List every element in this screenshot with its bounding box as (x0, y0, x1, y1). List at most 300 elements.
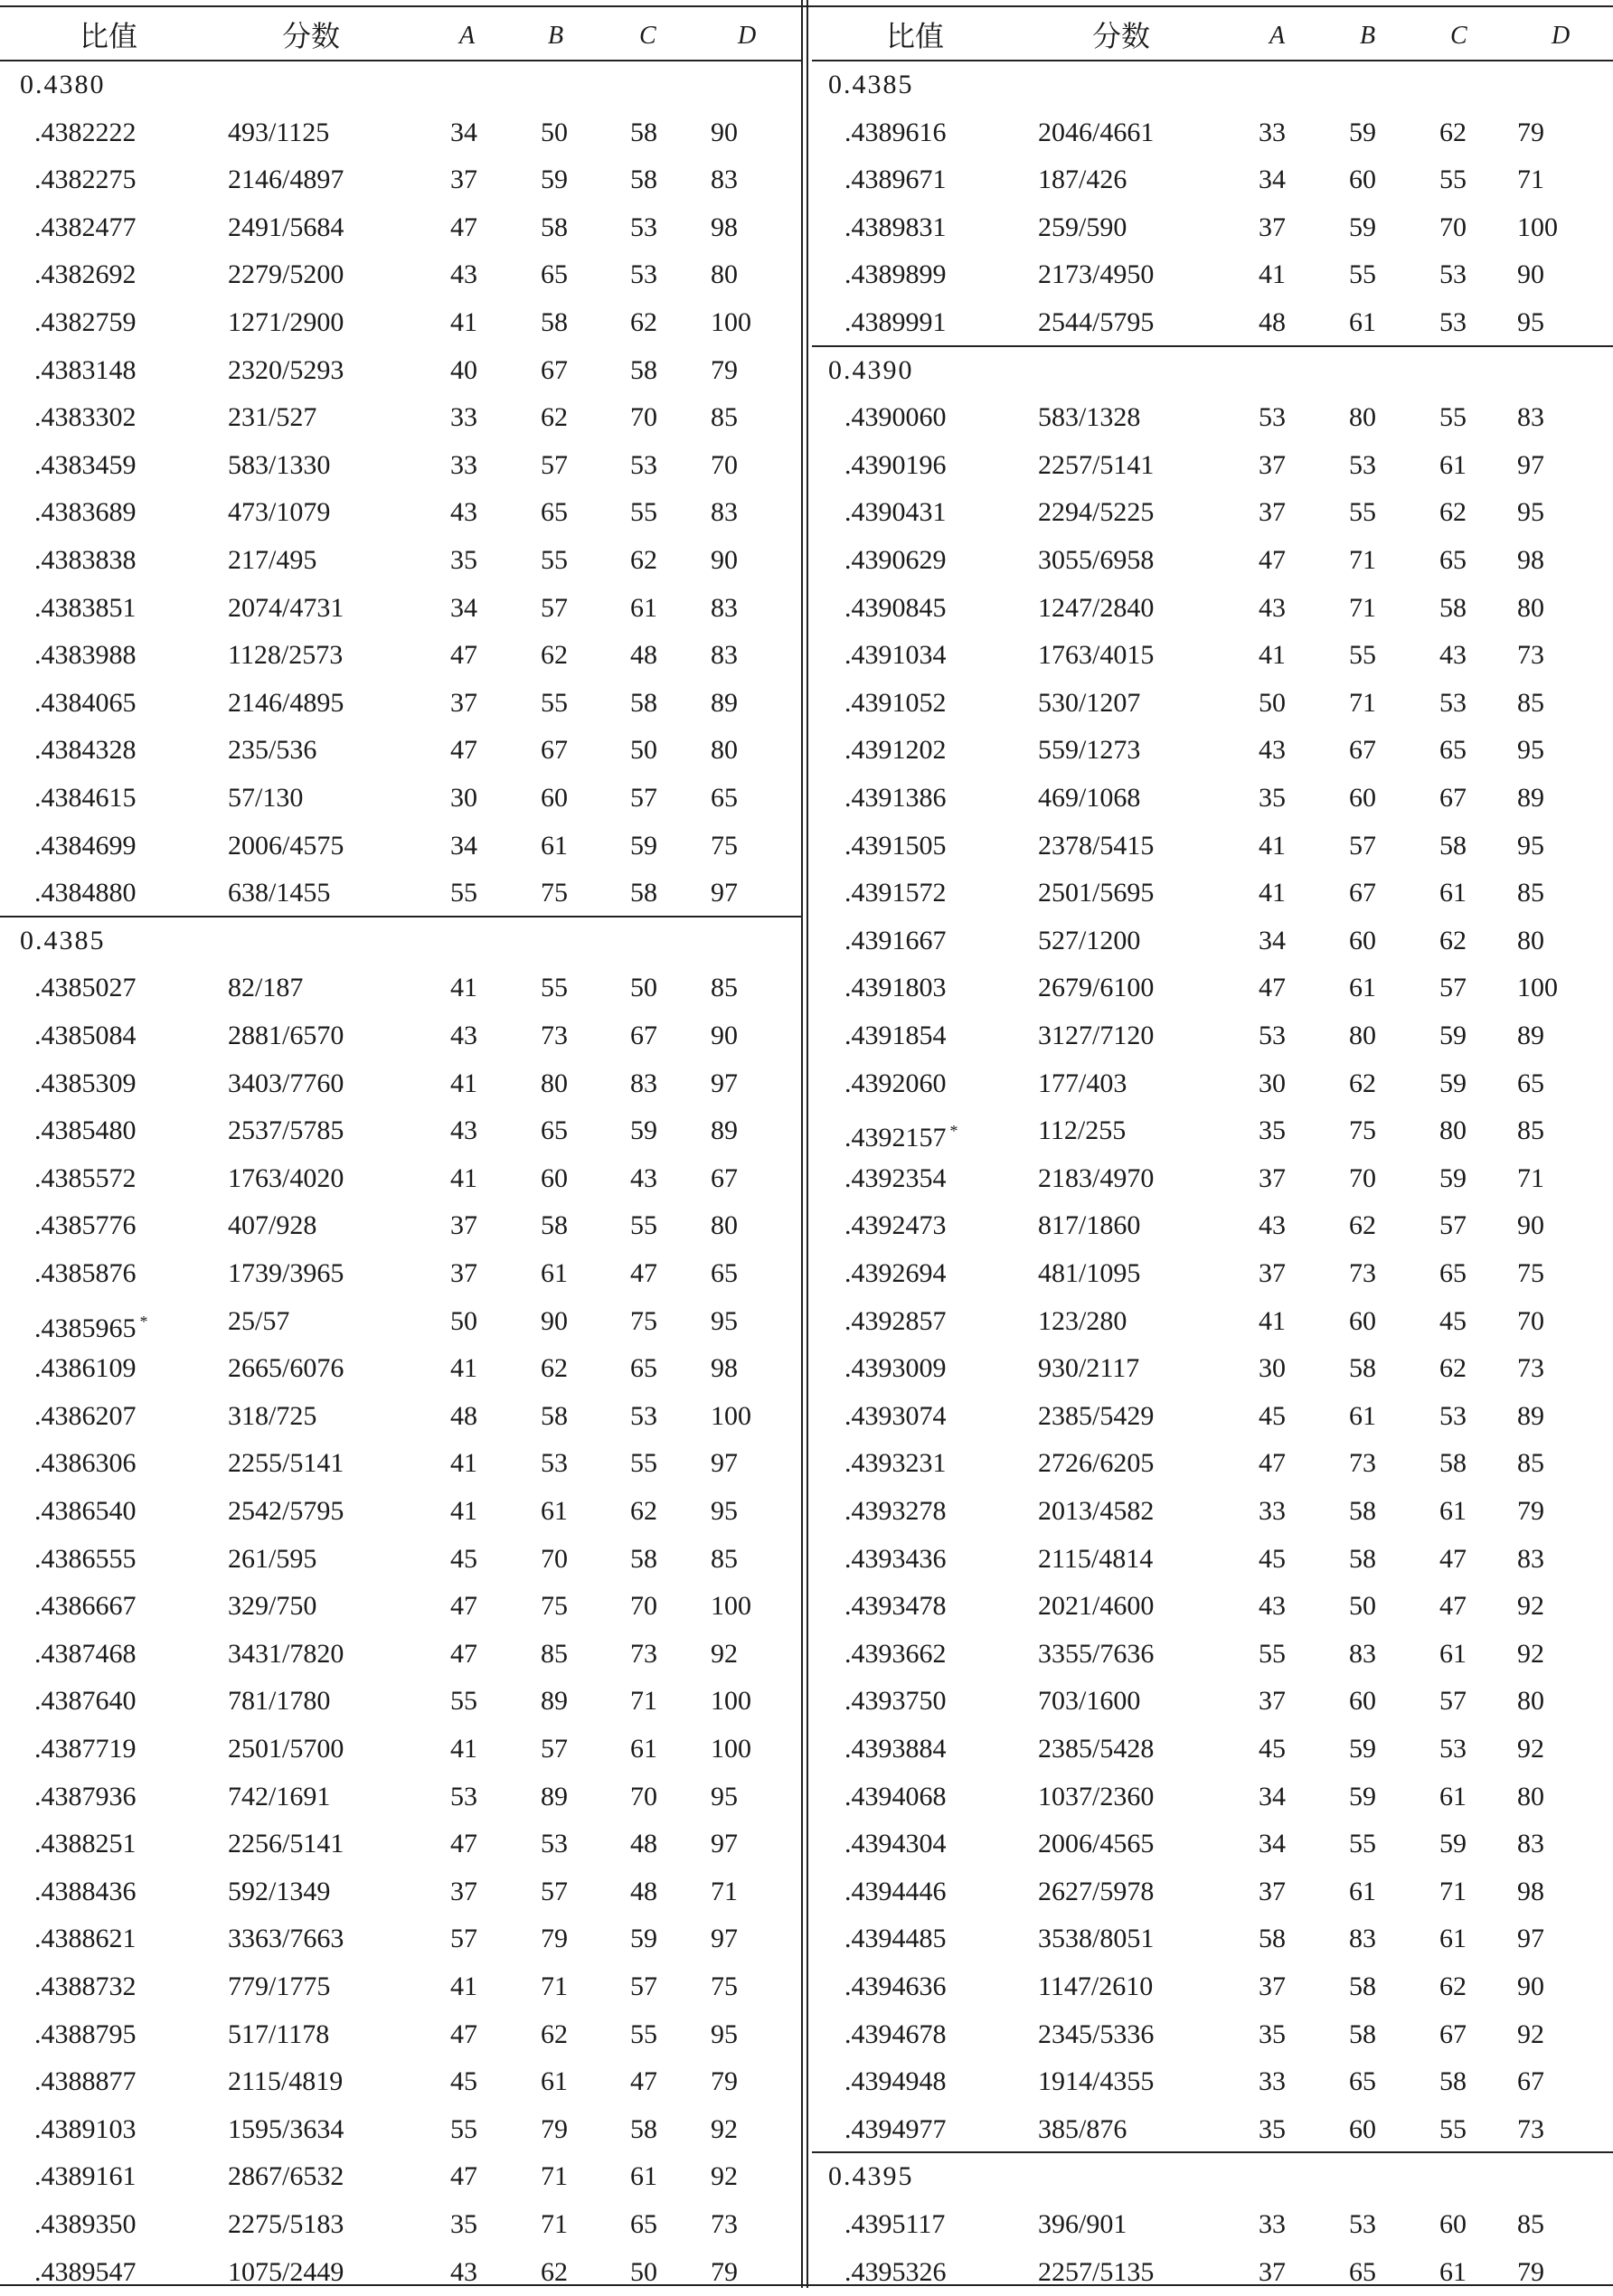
table-row (812, 775, 1613, 822)
ratio-cell (34, 1202, 137, 1249)
ratio-cell (34, 2011, 137, 2058)
d-cell (711, 109, 738, 156)
b-cell (541, 347, 568, 394)
ratio-cell-text: .4393478 (844, 1591, 947, 1622)
d-cell (711, 1915, 738, 1962)
fraction-cell (1038, 585, 1154, 632)
fraction-cell (1038, 1250, 1140, 1297)
ratio-cell (34, 1678, 137, 1725)
ratio-cell-text: .4389350 (34, 2209, 137, 2239)
ratio-cell-text: .4391052 (844, 687, 947, 718)
c-cell-text: 67 (630, 1021, 657, 1050)
c-cell-text: 58 (630, 165, 657, 195)
a-cell (1259, 1915, 1286, 1962)
c-cell-text: 45 (1439, 1305, 1467, 1336)
ratio-cell-text: .4392694 (844, 1258, 947, 1288)
b-cell-text: 61 (541, 1496, 568, 1526)
fraction-cell (228, 1868, 330, 1915)
a-cell-text: 41 (450, 1971, 477, 2001)
b-cell-text: 65 (541, 259, 568, 290)
c-cell-text: 67 (1439, 783, 1467, 813)
b-cell (541, 109, 568, 156)
b-cell (541, 1774, 568, 1821)
b-cell (541, 1107, 568, 1154)
a-cell-text: 41 (450, 1448, 477, 1479)
fraction-cell (228, 1393, 316, 1440)
a-cell-text: 37 (1259, 2256, 1286, 2287)
ratio-cell (844, 632, 947, 679)
ratio-cell-text: .4394977 (844, 2113, 947, 2144)
ratio-cell-text: .4386306 (34, 1448, 137, 1479)
b-cell (1349, 1821, 1376, 1868)
a-cell (1259, 1821, 1286, 1868)
c-cell (1439, 1345, 1467, 1392)
b-cell (541, 489, 568, 536)
ratio-cell (844, 1107, 958, 1154)
table-row (0, 1298, 801, 1345)
table-row (0, 1583, 801, 1630)
a-cell (1259, 1774, 1286, 1821)
b-cell (541, 1155, 568, 1202)
c-cell-text: 61 (1439, 1924, 1467, 1954)
c-cell-text: 50 (630, 973, 657, 1003)
table-row (812, 1202, 1613, 1249)
fraction-cell (1038, 1012, 1154, 1059)
b-cell (541, 823, 568, 870)
a-cell-text: 45 (450, 2066, 477, 2097)
fraction-cell (1038, 1202, 1140, 1249)
table-row (812, 1298, 1613, 1345)
c-cell-text: 61 (630, 1734, 657, 1764)
fraction-cell (228, 775, 303, 822)
table-row (0, 1536, 801, 1583)
a-cell-text: 53 (1259, 1021, 1286, 1050)
c-cell (1439, 1583, 1467, 1630)
a-cell (1259, 2201, 1286, 2248)
table-row (0, 632, 801, 679)
ratio-cell-text: .4390060 (844, 402, 947, 433)
b-cell (541, 1250, 568, 1297)
d-cell-text: 95 (711, 1496, 738, 1526)
d-cell-text: 83 (711, 165, 738, 195)
ratio-cell-text: .4393278 (844, 1496, 947, 1526)
ratio-cell-text: .4392473 (844, 1210, 947, 1241)
c-cell (630, 299, 657, 346)
table-row (0, 775, 801, 822)
fraction-cell-text: 123/280 (1038, 1305, 1127, 1336)
b-cell-text: 57 (541, 1734, 568, 1764)
d-cell-text: 90 (711, 1021, 738, 1050)
fraction-cell-text: 2021/4600 (1038, 1591, 1155, 1622)
b-cell (541, 1631, 568, 1678)
c-cell (1439, 1536, 1467, 1583)
d-cell (1517, 1726, 1544, 1773)
b-cell-text: 59 (1349, 1734, 1376, 1764)
a-cell (450, 204, 477, 251)
fraction-cell-text: 82/187 (228, 973, 304, 1003)
d-cell-text: 65 (1517, 1068, 1544, 1098)
a-cell (1259, 1250, 1286, 1297)
a-cell (450, 2058, 477, 2105)
d-cell-text: 85 (1517, 687, 1544, 718)
d-cell (1517, 1060, 1544, 1107)
a-cell (1259, 1868, 1286, 1915)
a-cell-text: 43 (1259, 1210, 1286, 1241)
header-d: D (1552, 22, 1571, 50)
table-row (812, 1536, 1613, 1583)
table-row (0, 299, 801, 346)
a-cell-text: 47 (1259, 1448, 1286, 1479)
fraction-cell-text: 2146/4897 (228, 165, 344, 195)
ratio-cell-text: .4386667 (34, 1591, 137, 1622)
c-cell (630, 1298, 657, 1345)
ratio-cell (844, 1250, 947, 1297)
table-row (0, 965, 801, 1012)
table-row (0, 1868, 801, 1915)
ratio-cell (844, 1868, 947, 1915)
b-cell (541, 1963, 568, 2010)
b-cell-text: 89 (541, 1686, 568, 1717)
d-cell-text: 89 (1517, 783, 1544, 813)
table-row (0, 1345, 801, 1392)
a-cell-text: 43 (450, 497, 477, 528)
ratio-cell-text: .4395117 (844, 2209, 946, 2239)
d-cell (711, 2058, 738, 2105)
fraction-cell-text: 1037/2360 (1038, 1781, 1155, 1811)
b-cell-text: 60 (1349, 2113, 1376, 2144)
b-cell (1349, 2201, 1376, 2248)
c-cell-text: 47 (1439, 1591, 1467, 1622)
table-row (812, 965, 1613, 1012)
c-cell (630, 2153, 657, 2200)
ratio-cell-text: .4382692 (34, 259, 137, 290)
a-cell (450, 347, 477, 394)
a-cell-text: 34 (1259, 925, 1286, 955)
ratio-cell-text: .4389616 (844, 117, 947, 147)
c-cell (630, 394, 657, 441)
c-cell (630, 1821, 657, 1868)
c-cell-text: 58 (630, 687, 657, 718)
fraction-cell (1038, 1440, 1154, 1487)
table-row (0, 1631, 801, 1678)
d-cell (1517, 1202, 1544, 1249)
a-cell-text: 48 (450, 1400, 477, 1431)
ratio-cell-text: .4393436 (844, 1543, 947, 1574)
c-cell-text: 59 (1439, 1162, 1467, 1193)
a-cell-text: 37 (1259, 212, 1286, 242)
b-cell (1349, 1060, 1376, 1107)
table-row (812, 823, 1613, 870)
a-cell-text: 30 (1259, 1353, 1286, 1384)
a-cell (1259, 1393, 1286, 1440)
ratio-cell (844, 299, 947, 346)
table-row (812, 1345, 1613, 1392)
a-cell-text: 35 (1259, 783, 1286, 813)
d-cell (711, 1631, 738, 1678)
a-cell-text: 47 (1259, 973, 1286, 1003)
fraction-cell-text: 2257/5135 (1038, 2256, 1155, 2287)
c-cell (1439, 1250, 1467, 1297)
a-cell-text: 47 (450, 1638, 477, 1669)
c-cell-text: 58 (1439, 830, 1467, 861)
ratio-cell-text: .4383851 (34, 592, 137, 623)
ratio-cell-text: .4383302 (34, 402, 137, 433)
ratio-cell-text: .4385965 (34, 1313, 137, 1343)
fraction-cell (1038, 299, 1154, 346)
c-cell-text: 55 (1439, 2113, 1467, 2144)
ratio-cell-text: .4388877 (34, 2066, 137, 2097)
a-cell-text: 37 (1259, 497, 1286, 528)
c-cell (630, 204, 657, 251)
a-cell-text: 33 (1259, 1496, 1286, 1526)
c-cell (630, 1202, 657, 1249)
a-cell-text: 34 (450, 592, 477, 623)
b-cell (1349, 870, 1376, 917)
ratio-cell (844, 2058, 947, 2105)
d-cell (711, 965, 738, 1012)
ratio-cell-text: .4384328 (34, 735, 137, 766)
a-cell-text: 35 (1259, 2018, 1286, 2049)
a-cell-text: 55 (450, 878, 477, 908)
c-cell (630, 156, 657, 203)
d-cell (1517, 489, 1544, 536)
table-row (812, 2011, 1613, 2058)
a-cell-text: 55 (1259, 1638, 1286, 1669)
c-cell-text: 70 (1439, 212, 1467, 242)
c-cell-text: 53 (630, 212, 657, 242)
fraction-cell (1038, 2201, 1127, 2248)
ratio-cell-text: .4387468 (34, 1638, 137, 1669)
a-cell (450, 1202, 477, 1249)
fraction-cell (228, 2011, 329, 2058)
ratio-cell (34, 1345, 137, 1392)
fraction-cell (228, 2106, 344, 2153)
c-cell (630, 680, 657, 727)
table-row (0, 1060, 801, 1107)
c-cell (1439, 299, 1467, 346)
table-row (0, 251, 801, 298)
d-cell-text: 75 (711, 1971, 738, 2001)
ratio-cell (844, 1393, 947, 1440)
ratio-cell (34, 1774, 137, 1821)
d-cell-text: 85 (1517, 1115, 1544, 1146)
ratio-cell (844, 585, 947, 632)
table-row (812, 1393, 1613, 1440)
b-cell (541, 1583, 568, 1630)
d-cell (711, 2011, 738, 2058)
ratio-cell (844, 965, 947, 1012)
ratio-cell-text: .4382275 (34, 165, 137, 195)
b-cell-text: 58 (541, 1400, 568, 1431)
b-cell (1349, 1868, 1376, 1915)
b-cell-text: 71 (1349, 687, 1376, 718)
c-cell (630, 1250, 657, 1297)
d-cell-text: 80 (1517, 592, 1544, 623)
ratio-cell (34, 1631, 137, 1678)
a-cell (450, 537, 477, 584)
d-cell (711, 1298, 738, 1345)
a-cell-text: 41 (1259, 640, 1286, 671)
c-cell (1439, 1155, 1467, 1202)
a-cell (450, 2011, 477, 2058)
a-cell-text: 47 (1259, 545, 1286, 575)
b-cell-text: 58 (541, 307, 568, 337)
center-divider-left (801, 0, 803, 2288)
c-cell-text: 57 (1439, 973, 1467, 1003)
table-row (0, 2106, 801, 2153)
a-cell (1259, 1107, 1286, 1154)
fraction-cell (228, 585, 344, 632)
a-cell-text: 35 (450, 2209, 477, 2239)
c-cell (630, 1774, 657, 1821)
d-cell (711, 1963, 738, 2010)
ratio-cell (34, 2153, 137, 2200)
fraction-cell (1038, 2011, 1154, 2058)
ratio-cell-text: .4382222 (34, 117, 137, 147)
a-cell (450, 727, 477, 774)
ratio-cell (844, 1631, 947, 1678)
a-cell-text: 34 (450, 830, 477, 861)
b-cell-text: 67 (1349, 735, 1376, 766)
fraction-cell-text: 3538/8051 (1038, 1924, 1155, 1954)
d-cell-text: 79 (1517, 2256, 1544, 2287)
ratio-cell-text: .4384065 (34, 687, 137, 718)
b-cell-text: 61 (1349, 1876, 1376, 1906)
a-cell (1259, 2249, 1286, 2296)
b-cell-text: 53 (1349, 2209, 1376, 2239)
c-cell (630, 727, 657, 774)
c-cell-text: 43 (1439, 640, 1467, 671)
a-cell (1259, 965, 1286, 1012)
d-cell-text: 97 (1517, 449, 1544, 480)
fraction-cell-text: 2385/5428 (1038, 1734, 1155, 1764)
ratio-cell (34, 299, 137, 346)
b-cell (1349, 680, 1376, 727)
ratio-cell-text: .4389991 (844, 307, 947, 337)
ratio-cell-text: .4386207 (34, 1400, 137, 1431)
fraction-cell (228, 489, 330, 536)
group-heading: 0.4395 (828, 2161, 914, 2192)
fraction-cell-text: 2046/4661 (1038, 117, 1155, 147)
a-cell-text: 35 (450, 545, 477, 575)
c-cell-text: 59 (1439, 1829, 1467, 1859)
a-cell-text: 37 (450, 1210, 477, 1241)
ratio-cell (844, 727, 947, 774)
d-cell (1517, 1298, 1544, 1345)
b-cell-text: 61 (1349, 973, 1376, 1003)
b-cell (1349, 537, 1376, 584)
a-cell-text: 47 (450, 1591, 477, 1622)
table-row (0, 1821, 801, 1868)
a-cell (1259, 775, 1286, 822)
a-cell-text: 37 (1259, 1258, 1286, 1288)
fraction-cell-text: 583/1330 (228, 449, 331, 480)
d-cell-text: 95 (711, 1781, 738, 1811)
d-cell (1517, 2058, 1544, 2105)
d-cell (711, 489, 738, 536)
c-cell-text: 57 (1439, 1686, 1467, 1717)
a-cell-text: 41 (450, 1734, 477, 1764)
fraction-cell (228, 1963, 330, 2010)
c-cell-text: 55 (630, 497, 657, 528)
fraction-cell-text: 742/1691 (228, 1781, 331, 1811)
fraction-cell (228, 1821, 344, 1868)
b-cell (1349, 394, 1376, 441)
c-cell (630, 1726, 657, 1773)
ratio-cell-text: .4391854 (844, 1021, 947, 1050)
fraction-cell-text: 2544/5795 (1038, 307, 1155, 337)
c-cell (630, 1678, 657, 1725)
b-cell (541, 1298, 568, 1345)
b-cell-text: 58 (541, 1210, 568, 1241)
group-heading: 0.4390 (828, 354, 914, 385)
b-cell (541, 1440, 568, 1487)
ratio-cell-text: .4393009 (844, 1353, 947, 1384)
b-cell (1349, 1250, 1376, 1297)
ratio-cell-text: .4391034 (844, 640, 947, 671)
a-cell (450, 585, 477, 632)
d-cell (1517, 2011, 1544, 2058)
d-cell-text: 100 (711, 1591, 751, 1622)
a-cell (450, 1868, 477, 1915)
d-cell (711, 727, 738, 774)
table-right-half (812, 0, 1613, 2288)
fraction-cell (228, 1155, 344, 1202)
ratio-cell-text: .4392857 (844, 1305, 947, 1336)
fraction-cell (1038, 632, 1154, 679)
fraction-cell-text: 3363/7663 (228, 1924, 344, 1954)
a-cell-text: 47 (450, 735, 477, 766)
fraction-cell (1038, 1060, 1127, 1107)
ratio-cell (844, 2201, 945, 2248)
b-cell (1349, 1345, 1376, 1392)
d-cell-text: 100 (711, 1686, 751, 1717)
ratio-cell (844, 537, 947, 584)
b-cell-text: 75 (541, 1591, 568, 1622)
fraction-cell (228, 2058, 343, 2105)
ratio-cell-text: .4389831 (844, 212, 947, 242)
d-cell (1517, 299, 1544, 346)
a-cell (450, 2249, 477, 2296)
table-row (812, 585, 1613, 632)
c-cell-text: 59 (630, 830, 657, 861)
fraction-cell (228, 1345, 344, 1392)
ratio-cell (844, 1678, 947, 1725)
a-cell-text: 34 (1259, 165, 1286, 195)
c-cell-text: 53 (630, 259, 657, 290)
d-cell (1517, 156, 1544, 203)
b-cell-text: 70 (541, 1543, 568, 1574)
ratio-cell-text: .4390845 (844, 592, 947, 623)
header-d: D (738, 22, 757, 50)
d-cell-text: 95 (1517, 307, 1544, 337)
a-cell-text: 37 (450, 687, 477, 718)
d-cell (1517, 1440, 1544, 1487)
c-cell (630, 1012, 657, 1059)
fraction-cell (228, 1202, 316, 1249)
c-cell-text: 65 (1439, 545, 1467, 575)
d-cell-text: 95 (1517, 830, 1544, 861)
c-cell-text: 61 (1439, 878, 1467, 908)
c-cell (1439, 632, 1467, 679)
c-cell-text: 53 (1439, 1734, 1467, 1764)
c-cell-text: 62 (1439, 117, 1467, 147)
b-cell-text: 65 (541, 1115, 568, 1146)
fraction-cell-text: 2279/5200 (228, 259, 344, 290)
c-cell-text: 65 (1439, 1258, 1467, 1288)
b-cell-text: 83 (1349, 1924, 1376, 1954)
c-cell-text: 61 (1439, 1781, 1467, 1811)
